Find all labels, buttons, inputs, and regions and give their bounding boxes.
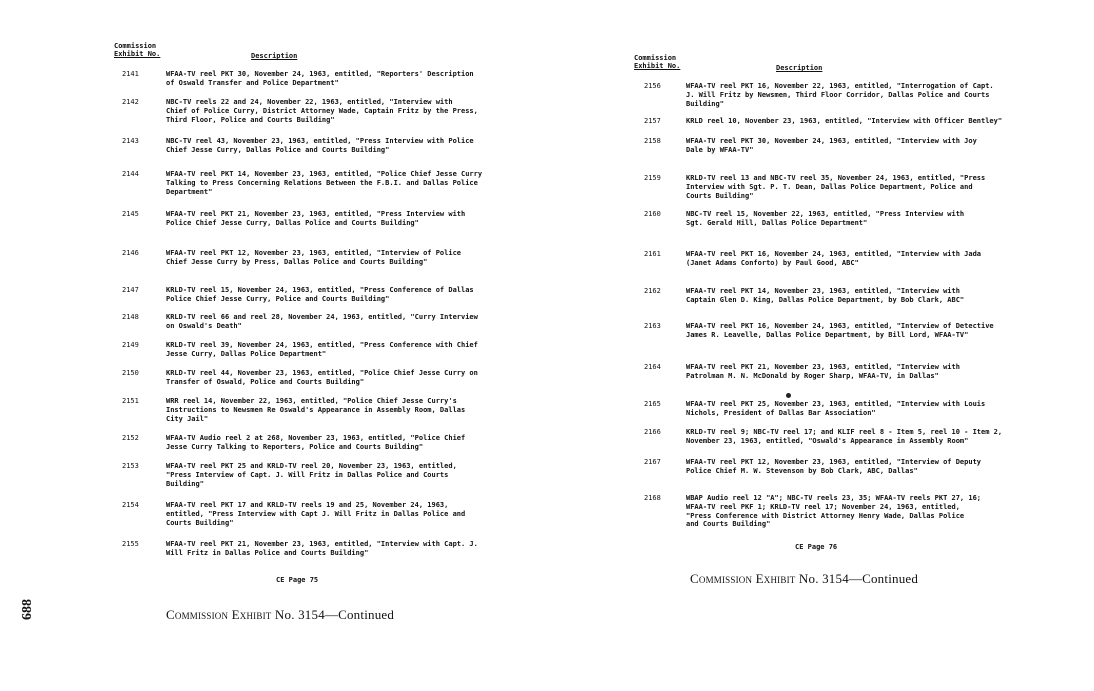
left-header-exhibit: [114, 42, 160, 58]
exhibit-description: NBC-TV reel 43, November 23, 1963, entitled, "Press Interview with Police Chief Jesse Curry, Dallas Police and Courts Building": [166, 137, 474, 154]
exhibit-number: 2151: [122, 397, 139, 405]
exhibit-number: 2144: [122, 170, 139, 178]
exhibit-number: 2167: [644, 458, 661, 466]
exhibit-number: 2141: [122, 70, 139, 78]
exhibit-number: 2149: [122, 341, 139, 349]
exhibit-description: KRLD-TV reel 44, November 23, 1963, entitled, "Police Chief Jesse Curry on Transfer of Oswald, Police and Courts Building": [166, 369, 478, 386]
header-label: Exhibit No.: [114, 50, 161, 58]
exhibit-description: NBC-TV reels 22 and 24, November 22, 1963, entitled, "Interview with Chief of Police Curry, District Attorney Wade, Captain Fritz by the Press, Third Floor, Police and Courts Building": [166, 98, 478, 124]
exhibit-description: WFAA-TV reel PKT 30, November 24, 1963, entitled, "Interview with Joy Dale by WFAA-TV": [686, 137, 977, 154]
header-description: Description: [776, 64, 823, 72]
header-label: Commission: [634, 54, 677, 62]
exhibit-description: WFAA-TV reel PKT 21, November 23, 1963, entitled, "Interview with Patrolman M. N. McDonald by Roger Sharp, WFAA-TV, in Dallas": [686, 363, 960, 380]
caption-rest: No. 3154—Continued: [795, 571, 919, 586]
exhibit-number: 2163: [644, 322, 661, 330]
page-number: 688: [20, 599, 35, 620]
exhibit-number: 2160: [644, 210, 661, 218]
caption-smallcaps: Commission Exhibit: [166, 607, 272, 622]
header-label: Commission: [114, 42, 157, 50]
exhibit-number: 2152: [122, 434, 139, 442]
exhibit-number: 2145: [122, 210, 139, 218]
exhibit-description: KRLD-TV reel 13 and NBC-TV reel 35, November 24, 1963, entitled, "Press Interview with Sgt. P. T. Dean, Dallas Police Department, Police and Courts Building": [686, 174, 986, 200]
exhibit-description: KRLD reel 10, November 23, 1963, entitled, "Interview with Officer Bentley": [686, 117, 1003, 125]
caption-smallcaps: Commission Exhibit: [690, 571, 796, 586]
ink-dot-mark: [786, 393, 791, 398]
exhibit-number: 2158: [644, 137, 661, 145]
exhibit-description: WFAA-TV reel PKT 12, November 23, 1963, entitled, "Interview of Police Chief Jesse Curry by Press, Dallas Police and Courts Building": [166, 249, 462, 266]
header-label: Exhibit No.: [634, 62, 681, 70]
exhibit-number: 2150: [122, 369, 139, 377]
exhibit-description: WFAA-TV reel PKT 12, November 23, 1963, entitled, "Interview of Deputy Police Chief M. W. Stevenson by Bob Clark, ABC, Dallas": [686, 458, 982, 475]
right-header-exhibit: [634, 54, 680, 70]
exhibit-number: 2168: [644, 494, 661, 502]
exhibit-number: 2161: [644, 250, 661, 258]
exhibit-description: WRR reel 14, November 22, 1963, entitled, "Police Chief Jesse Curry's Instructions to Newsmen Re Oswald's Appearance in Assembly Room, Dallas City Jail": [166, 397, 466, 423]
continued-caption-left: [166, 607, 394, 623]
header-description: Description: [251, 52, 298, 60]
right-header: [634, 54, 1044, 74]
exhibit-number: 2142: [122, 98, 139, 106]
exhibit-description: WFAA-TV reel PKT 21, November 23, 1963, entitled, "Interview with Capt. J. Will Fritz in Dallas Police and Courts Building": [166, 540, 478, 557]
exhibit-description: KRLD-TV reel 39, November 24, 1963, entitled, "Press Conference with Chief Jesse Curry, Dallas Police Department": [166, 341, 478, 358]
exhibit-description: WFAA-TV reel PKT 14, November 23, 1963, entitled, "Police Chief Jesse Curry Talking to Press Concerning Relations Between the F.B.I. and Dallas Police Department": [166, 170, 483, 196]
exhibit-description: WFAA-TV reel PKT 25 and KRLD-TV reel 20, November 23, 1963, entitled, "Press Interview of Capt. J. Will Fritz in Dallas Police and Courts Building": [166, 462, 457, 488]
exhibit-number: 2162: [644, 287, 661, 295]
exhibit-number: 2143: [122, 137, 139, 145]
exhibit-description: KRLD-TV reel 15, November 24, 1963, entitled, "Press Conference of Dallas Police Chief Jesse Curry, Police and Courts Building": [166, 286, 474, 303]
exhibit-description: WFAA-TV reel PKT 16, November 22, 1963, entitled, "Interrogation of Capt. J. Will Fritz by Newsmen, Third Floor Corridor, Dallas Police and Courts Building": [686, 82, 994, 108]
exhibit-number: 2164: [644, 363, 661, 371]
exhibit-number: 2153: [122, 462, 139, 470]
exhibit-number: 2156: [644, 82, 661, 90]
exhibit-description: WFAA-TV reel PKT 21, November 23, 1963, entitled, "Press Interview with Police Chief Jesse Curry, Dallas Police and Courts Building": [166, 210, 466, 227]
page-label-right: CE Page 76: [795, 543, 838, 551]
exhibit-description: WFAA-TV reel PKT 17 and KRLD-TV reels 19 and 25, November 24, 1963, entitled, "Press Interview with Capt J. Will Fritz in Dallas Police and Courts Building": [166, 501, 466, 527]
right-column: [634, 54, 1044, 529]
exhibit-description: WFAA-TV reel PKT 25, November 23, 1963, entitled, "Interview with Louis Nichols, President of Dallas Bar Association": [686, 400, 986, 417]
exhibit-number: 2146: [122, 249, 139, 257]
exhibit-description: WFAA-TV reel PKT 30, November 24, 1963, entitled, "Reporters' Description of Oswald Transfer and Police Department": [166, 70, 474, 87]
exhibit-number: 2147: [122, 286, 139, 294]
exhibit-description: WFAA-TV reel PKT 16, November 24, 1963, entitled, "Interview of Detective James R. Leavelle, Dallas Police Department, by Bill Lord, WFAA-TV": [686, 322, 994, 339]
exhibit-description: KRLD-TV reel 9; NBC-TV reel 17; and KLIF reel 8 - Item 5, reel 10 - Item 2, November 23, 1963, entitled, "Oswald's Appearance in Assembly Room": [686, 428, 1003, 445]
exhibit-number: 2155: [122, 540, 139, 548]
exhibit-description: WFAA-TV Audio reel 2 at 268, November 23, 1963, entitled, "Police Chief Jesse Curry Talking to Reporters, Police and Courts Building": [166, 434, 466, 451]
exhibit-description: KRLD-TV reel 66 and reel 28, November 24, 1963, entitled, "Curry Interview on Oswald's Death": [166, 313, 478, 330]
exhibit-number: 2166: [644, 428, 661, 436]
exhibit-number: 2165: [644, 400, 661, 408]
exhibit-description: WFAA-TV reel PKT 14, November 23, 1963, entitled, "Interview with Captain Glen D. King, Dallas Police Department, by Bob Clark, ABC": [686, 287, 965, 304]
continued-caption-right: [690, 571, 918, 587]
exhibit-description: WBAP Audio reel 12 "A"; NBC-TV reels 23, 35; WFAA-TV reels PKT 27, 16; WFAA-TV reel PKF 1; KRLD-TV reel 17; November 24, 1963, entitled, "Press Conference with District Attorney Henry Wade, Dallas Police and Courts Building": [686, 494, 982, 529]
caption-rest: No. 3154—Continued: [271, 607, 395, 622]
exhibit-number: 2157: [644, 117, 661, 125]
exhibit-number: 2154: [122, 501, 139, 509]
left-column: [114, 42, 524, 557]
page-label-left: CE Page 75: [276, 576, 319, 584]
left-header: [114, 42, 524, 62]
exhibit-description: NBC-TV reel 15, November 22, 1963, entitled, "Press Interview with Sgt. Gerald Hill, Dallas Police Department": [686, 210, 965, 227]
exhibit-description: WFAA-TV reel PKT 16, November 24, 1963, entitled, "Interview with Jada (Janet Adams Conforto) by Paul Good, ABC": [686, 250, 982, 267]
exhibit-number: 2159: [644, 174, 661, 182]
exhibit-number: 2148: [122, 313, 139, 321]
